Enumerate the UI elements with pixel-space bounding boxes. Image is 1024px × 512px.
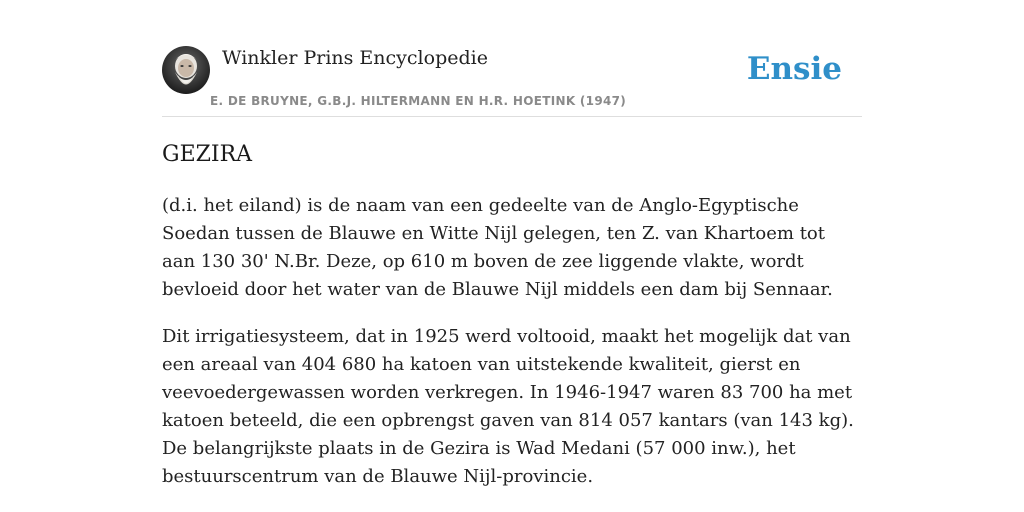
publication-header — [162, 46, 862, 117]
brand-logo[interactable]: Ensie — [746, 51, 842, 87]
article-paragraph: Dit irrigatiesysteem, dat in 1925 werd voltooid, maakt het mogelijk dat van een areaal van 404 680 ha katoen van uitstekende kwaliteit, gierst en veevoedergewassen worden verkregen. In 1946-1947 waren 83 700 ha met katoen beteeld, die een opbrengst gaven van 814 057 kantars (van 143 kg). De belangrijkste plaats in de Gezira is Wad Medani (57 000 inw.), het bestuurscentrum van de Blauwe Nijl-provincie. — [162, 326, 854, 487]
publication-authors: E. DE BRUYNE, G.B.J. HILTERMANN EN H.R. HOETINK (1947) — [210, 94, 627, 108]
article-title: GEZIRA — [162, 142, 253, 167]
publication-title[interactable]: Winkler Prins Encyclopedie — [222, 47, 488, 69]
article-paragraph: (d.i. het eiland) is de naam van een gedeelte van de Anglo-Egyptische Soedan tussen de Blauwe en Witte Nijl gelegen, ten Z. van Khartoem tot aan 130 30' N.Br. Deze, op 610 m boven de zee liggende vlakte, wordt bevloeid door het water van de Blauwe Nijl middels een dam bij Sennaar. — [162, 195, 833, 300]
bearded-man-portrait-icon[interactable] — [162, 46, 210, 94]
article — [162, 140, 862, 491]
